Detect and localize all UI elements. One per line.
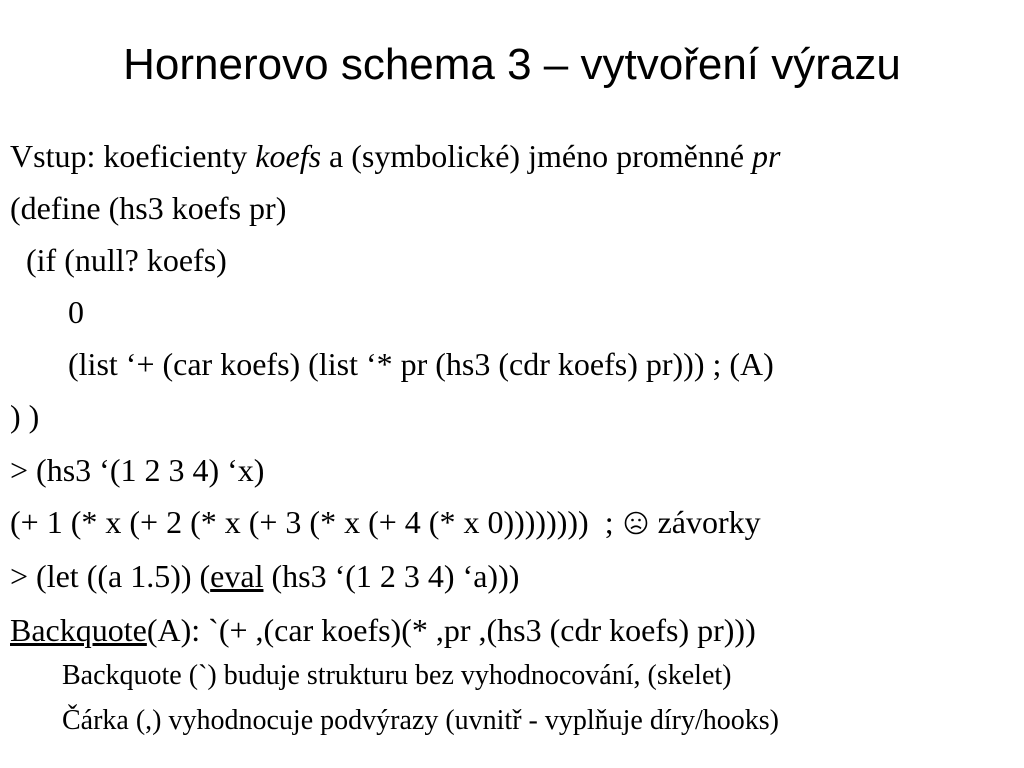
result-expr: (+ 1 (* x (+ 2 (* x (+ 3 (* x (+ 4 (* x 0)))))))) ; — [10, 504, 622, 540]
eval-term: eval — [210, 558, 264, 594]
let-prefix: > (let ((a 1.5)) ( — [10, 558, 211, 594]
frowning-face-icon — [624, 511, 648, 535]
backquote-note: Backquote (`) buduje strukturu bez vyhodnocování, (skelet) — [62, 660, 732, 691]
backquote-term: Backquote — [10, 612, 147, 648]
input-line — [10, 137, 780, 175]
slide-title: Hornerovo schema 3 – vytvoření výrazu — [123, 40, 901, 89]
input-prefix: Vstup: koeficienty — [10, 138, 256, 174]
let-line — [10, 557, 519, 595]
call-line: > (hs3 ‘(1 2 3 4) ‘x) — [10, 452, 265, 488]
koefs-term: koefs — [255, 138, 322, 174]
input-middle: a (symbolické) jméno proměnné — [321, 138, 753, 174]
define-line: (define (hs3 koefs pr) — [10, 190, 287, 226]
comma-note: Čárka (,) vyhodnocuje podvýrazy (uvnitř - vyplňuje díry/hooks) — [62, 705, 779, 736]
let-suffix: (hs3 ‘(1 2 3 4) ‘a))) — [263, 558, 520, 594]
if-line: (if (null? koefs) — [10, 242, 227, 278]
result-tail: závorky — [649, 504, 761, 540]
backquote-line — [10, 611, 756, 649]
close-line: ) ) — [10, 398, 40, 434]
pr-term: pr — [752, 138, 781, 174]
result-line — [10, 503, 761, 541]
zero-line: 0 — [68, 294, 84, 330]
list-line: (list ‘+ (car koefs) (list ‘* pr (hs3 (cdr koefs) pr))) ; (A) — [68, 346, 774, 382]
backquote-rest: (A): `(+ ,(car koefs)(* ,pr ,(hs3 (cdr koefs) pr))) — [146, 612, 756, 648]
